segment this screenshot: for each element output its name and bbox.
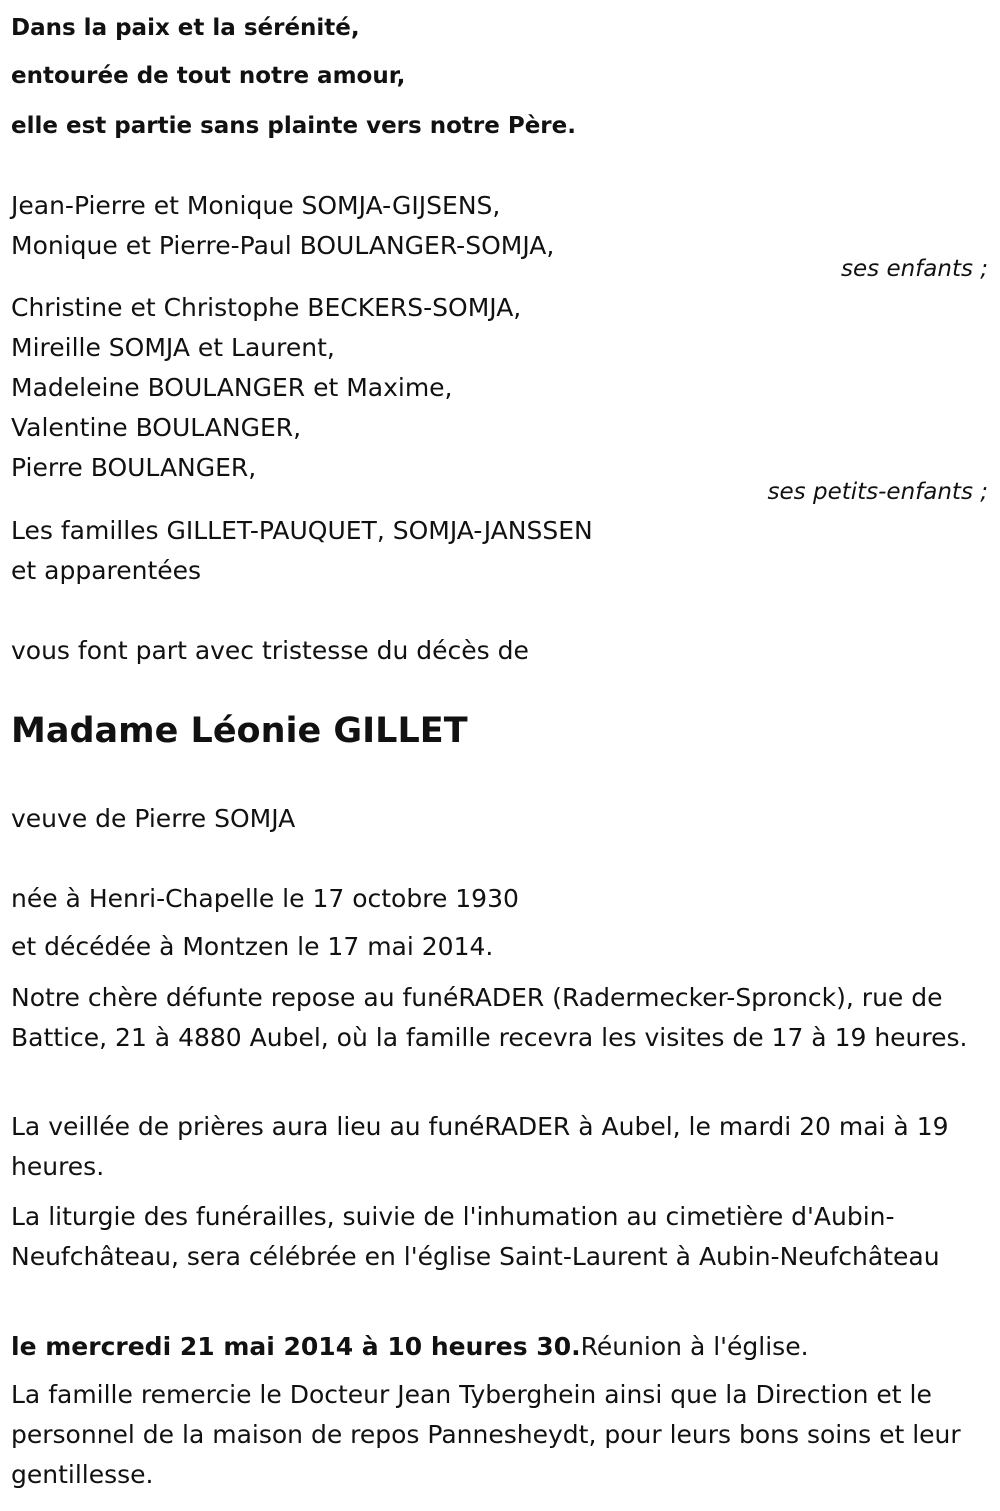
vigil-info: La veillée de prières aura lieu au funéRADER à Aubel, le mardi 20 mai à 19 heures.: [11, 1112, 949, 1181]
widow-of: veuve de Pierre SOMJA: [11, 804, 296, 833]
grandchild-name: Madeleine BOULANGER et Maxime,: [11, 373, 453, 402]
grandchild-name: Pierre BOULANGER,: [11, 453, 257, 482]
announcement: vous font part avec tristesse du décès de: [11, 636, 529, 665]
funeral-datetime: [11, 1327, 993, 1367]
intro-line: elle est partie sans plainte vers notre Père.: [11, 113, 576, 139]
intro-line: entourée de tout notre amour,: [11, 63, 406, 89]
family-line: Les familles GILLET-PAUQUET, SOMJA-JANSSEN: [11, 516, 593, 545]
funeral-date: le mercredi 21 mai 2014 à 10 heures 30.: [11, 1332, 581, 1361]
grandchildren-role: ses petits-enfants ;: [767, 479, 988, 505]
intro-line: Dans la paix et la sérénité,: [11, 15, 360, 41]
child-name: Jean-Pierre et Monique SOMJA-GIJSENS,: [11, 191, 501, 220]
liturgy-info: La liturgie des funérailles, suivie de l'inhumation au cimetière d'Aubin-Neufchâteau, sera célébrée en l'église Saint-Laurent à Aubin-Neufchâteau: [11, 1202, 940, 1271]
child-name: Monique et Pierre-Paul BOULANGER-SOMJA,: [11, 231, 555, 260]
rest-info: Notre chère défunte repose au funéRADER (Radermecker-Spronck), rue de Battice, 21 à 4880 Aubel, où la famille recevra les visites de 17 à 19 heures.: [11, 983, 968, 1052]
thanks: La famille remercie le Docteur Jean Tyberghein ainsi que la Direction et le personnel de la maison de repos Pannesheydt, pour leurs bons soins et leur gentillesse.: [11, 1380, 961, 1489]
death-info: et décédée à Montzen le 17 mai 2014.: [11, 932, 494, 961]
family-line: et apparentées: [11, 556, 202, 585]
birth-info: née à Henri-Chapelle le 17 octobre 1930: [11, 884, 519, 913]
grandchild-name: Mireille SOMJA et Laurent,: [11, 333, 335, 362]
meeting-info: Réunion à l'église.: [580, 1332, 809, 1361]
children-role: ses enfants ;: [841, 256, 988, 282]
grandchild-name: Christine et Christophe BECKERS-SOMJA,: [11, 293, 522, 322]
deceased-name: Madame Léonie GILLET: [11, 711, 468, 751]
grandchild-name: Valentine BOULANGER,: [11, 413, 302, 442]
